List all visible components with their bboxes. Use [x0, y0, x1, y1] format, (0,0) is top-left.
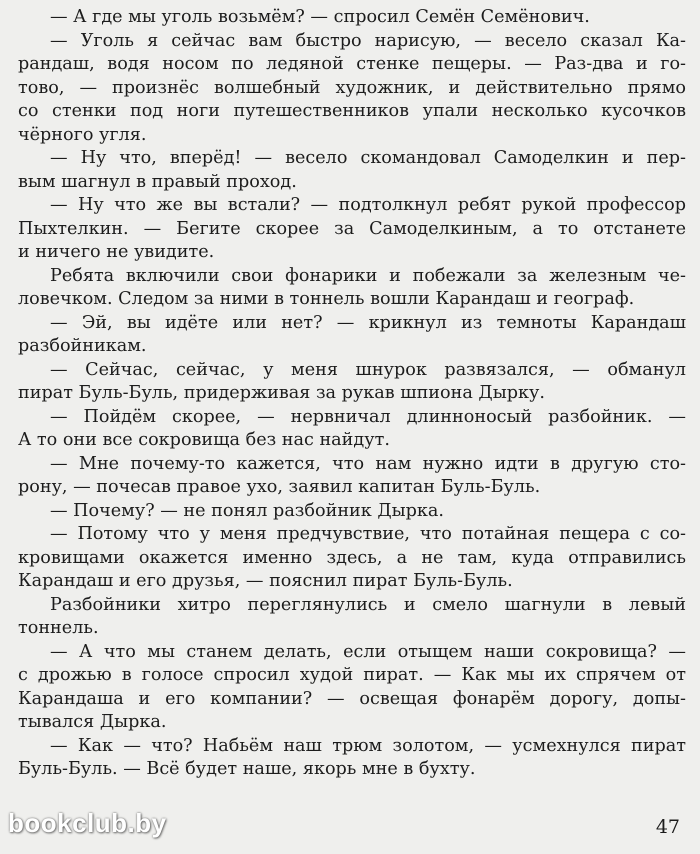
text-line: — Пойдём скорее, — нервничал длинноносый разбойник. — — [50, 406, 686, 427]
text-line: — А что мы станем делать, если отыщем наши сокровища? — — [50, 641, 686, 662]
text-line: — А где мы уголь возьмём? — спросил Семён Семёнович. — [50, 7, 590, 27]
text-line: — Эй, вы идёте или нет? — крикнул из темноты Карандаш — [50, 312, 686, 333]
text-line: Разбойники хитро переглянулись и смело шагнули в левый — [50, 594, 686, 615]
text-line: А то они все сокровища без нас найдут. — [18, 430, 390, 450]
watermark-logo: bookclub.by — [8, 808, 167, 838]
text-line: пират Буль-Буль, придерживая за рукав шпиона Дырку. — [18, 383, 545, 403]
text-line: вым шагнул в правый проход. — [18, 171, 297, 192]
text-line: тывался Дырка. — [18, 712, 167, 732]
text-line: ловечком. Следом за ними в тоннель вошли Карандаш и географ. — [18, 289, 635, 309]
text-line: — Потому что у меня предчувствие, что потайная пещера с со- — [50, 524, 686, 544]
text-line: и ничего не увидите. — [18, 242, 215, 262]
text-line: — Сейчас, сейчас, у меня шнурок развязался, — обманул — [50, 359, 686, 380]
text-line: Карандаш и его друзья, — пояснил пират Буль-Буль. — [18, 571, 513, 591]
document-body — [18, 6, 686, 782]
text-line: Пыхтелкин. — Бегите скорее за Самоделкиным, а то отстанете — [18, 218, 686, 239]
text-line: с дрожью в голосе спросил худой пират. — Как мы их спрячем от — [18, 665, 686, 685]
text-line: рандаш, водя носом по ледяной стенке пещеры. — Раз-два и го- — [18, 54, 686, 74]
text-line: Карандаша и его компании? — освещая фонарём дорогу, допы- — [18, 688, 686, 709]
text-line: Ребята включили свои фонарики и побежали за железным че- — [50, 265, 686, 286]
text-line: — Мне почему-то кажется, что нам нужно идти в другую сто- — [50, 453, 686, 474]
text-line: тоннель. — [18, 618, 99, 638]
text-line: — Почему? — не понял разбойник Дырка. — [50, 500, 445, 521]
text-line: рону, — почесав правое ухо, заявил капитан Буль-Буль. — [18, 477, 541, 497]
text-line: со стенки под ноги путешественников упали несколько кусочков — [18, 101, 686, 121]
page-number: 47 — [655, 816, 680, 838]
text-line: разбойникам. — [18, 336, 147, 356]
text-line: тово, — произнёс волшебный художник, и действительно прямо — [18, 77, 686, 98]
text-line: — Ну что же вы встали? — подтолкнул ребят рукой профессор — [50, 195, 686, 215]
text-line: чёрного угля. — [18, 124, 147, 145]
text-line: — Как — что? Набьём наш трюм золотом, — усмехнулся пират — [50, 735, 686, 756]
text-line: кровищами окажется именно здесь, а не там, куда отправились — [18, 547, 686, 568]
text-line: Буль-Буль. — Всё будет наше, якорь мне в бухту. — [18, 759, 476, 779]
text-line: — Уголь я сейчас вам быстро нарисую, — весело сказал Ка- — [50, 30, 686, 51]
text-line: — Ну что, вперёд! — весело скомандовал Самоделкин и пер- — [50, 148, 686, 168]
